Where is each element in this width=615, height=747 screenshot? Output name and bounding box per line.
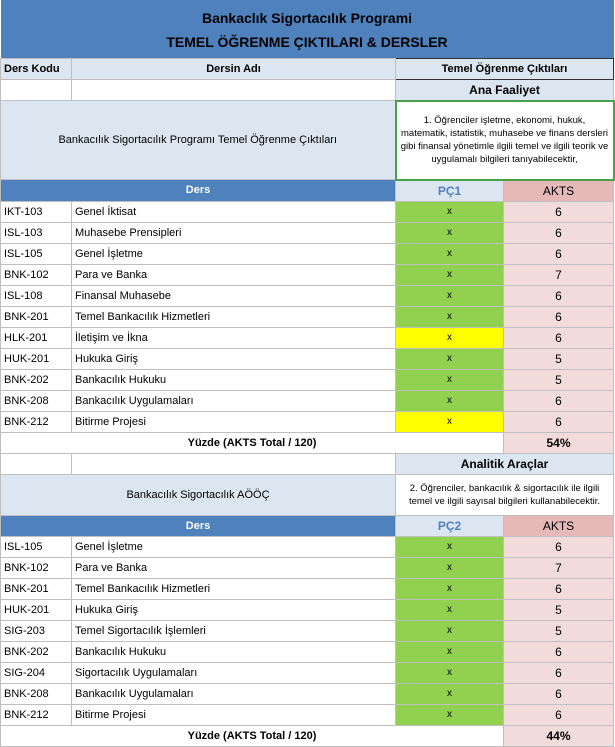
program-title: Bankaclık Sigortacılık Programi [1, 0, 614, 26]
section2-pc-label: PÇ2 [396, 515, 504, 536]
outcome-mark: x [396, 390, 504, 411]
akts-value: 6 [504, 306, 614, 327]
empty-cell [72, 80, 396, 101]
section1-description-row [1, 101, 614, 180]
section2-total-value: 44% [504, 725, 614, 746]
outcome-mark: x [396, 369, 504, 390]
akts-value: 5 [504, 620, 614, 641]
course-name: Temel Bankacılık Hizmetleri [72, 578, 396, 599]
course-name: Hukuka Giriş [72, 348, 396, 369]
section2-rows [1, 536, 614, 725]
section1-total-value: 54% [504, 432, 614, 453]
course-name: Genel İşletme [72, 536, 396, 557]
table-row [1, 578, 614, 599]
course-name: Hukuka Giriş [72, 599, 396, 620]
course-name: Temel Bankacılık Hizmetleri [72, 306, 396, 327]
table-row [1, 411, 614, 432]
akts-value: 7 [504, 264, 614, 285]
section2-category: Analitik Araçlar [396, 453, 614, 474]
table-row [1, 222, 614, 243]
table-row [1, 683, 614, 704]
course-code: SIG-204 [1, 662, 72, 683]
section1-category: Ana Faaliyet [396, 80, 614, 101]
akts-value: 6 [504, 222, 614, 243]
course-name: Bitirme Projesi [72, 704, 396, 725]
section2-description-row [1, 474, 614, 515]
course-name: Finansal Muhasebe [72, 285, 396, 306]
outcome-mark: x [396, 285, 504, 306]
table-row [1, 599, 614, 620]
outcome-mark: x [396, 201, 504, 222]
outcome-mark: x [396, 327, 504, 348]
empty-cell [1, 453, 72, 474]
outcome-mark: x [396, 557, 504, 578]
course-name: Temel Sigortacılık İşlemleri [72, 620, 396, 641]
table-row [1, 390, 614, 411]
course-name: Sigortacılık Uygulamaları [72, 662, 396, 683]
table-row [1, 285, 614, 306]
table-row [1, 327, 614, 348]
empty-cell [1, 80, 72, 101]
akts-value: 5 [504, 348, 614, 369]
section2-akts-label: AKTS [504, 515, 614, 536]
course-name: Muhasebe Prensipleri [72, 222, 396, 243]
course-code: BNK-202 [1, 641, 72, 662]
section1-akts-label: AKTS [504, 180, 614, 202]
title-row-2 [1, 26, 614, 59]
table-row [1, 264, 614, 285]
section1-outcome-text: 1. Öğrenciler işletme, ekonomi, hukuk, matematik, istatistik, muhasebe ve finans dersleri gibi finansal yönetimle ilgili temel ve ilgili teorik ve uygulamalı bilgileri tanıyabilecektir, [396, 101, 614, 180]
course-code: BNK-102 [1, 557, 72, 578]
akts-value: 7 [504, 557, 614, 578]
akts-value: 5 [504, 599, 614, 620]
course-code: BNK-202 [1, 369, 72, 390]
outcome-mark: x [396, 536, 504, 557]
course-code: IKT-103 [1, 201, 72, 222]
course-code: BNK-102 [1, 264, 72, 285]
akts-value: 6 [504, 327, 614, 348]
column-header-row [1, 59, 614, 80]
akts-value: 6 [504, 243, 614, 264]
table-row [1, 348, 614, 369]
table-row [1, 557, 614, 578]
course-code: HLK-201 [1, 327, 72, 348]
table-row [1, 704, 614, 725]
course-code: HUK-201 [1, 348, 72, 369]
section2-ders-label: Ders [1, 515, 396, 536]
course-name: Para ve Banka [72, 264, 396, 285]
table-row [1, 662, 614, 683]
course-code: HUK-201 [1, 599, 72, 620]
course-code: BNK-201 [1, 578, 72, 599]
table-row [1, 536, 614, 557]
outcome-mark: x [396, 599, 504, 620]
akts-value: 6 [504, 201, 614, 222]
course-code: BNK-212 [1, 411, 72, 432]
course-code: SIG-203 [1, 620, 72, 641]
section1-pc-label: PÇ1 [396, 180, 504, 202]
outcome-mark: x [396, 222, 504, 243]
course-name: İletişim ve İkna [72, 327, 396, 348]
course-code: BNK-208 [1, 683, 72, 704]
course-code: BNK-201 [1, 306, 72, 327]
section1-total-label: Yüzde (AKTS Total / 120) [1, 432, 504, 453]
table-row [1, 201, 614, 222]
akts-value: 6 [504, 683, 614, 704]
akts-value: 6 [504, 390, 614, 411]
outcome-mark: x [396, 641, 504, 662]
section2-program-label: Bankacılık Sigortacılık AÖÖÇ [1, 474, 396, 515]
course-name: Para ve Banka [72, 557, 396, 578]
akts-value: 6 [504, 662, 614, 683]
outcome-mark: x [396, 683, 504, 704]
course-name: Bitirme Projesi [72, 411, 396, 432]
table-row [1, 243, 614, 264]
course-name: Bankacılık Uygulamaları [72, 683, 396, 704]
outcome-mark: x [396, 620, 504, 641]
section1-total-row [1, 432, 614, 453]
course-name: Bankacılık Hukuku [72, 641, 396, 662]
akts-value: 6 [504, 285, 614, 306]
col-header-name: Dersin Adı [72, 59, 396, 80]
table-row [1, 620, 614, 641]
outcome-mark: x [396, 264, 504, 285]
table-row [1, 641, 614, 662]
course-code: ISL-103 [1, 222, 72, 243]
outcome-mark: x [396, 243, 504, 264]
table-row [1, 306, 614, 327]
outcome-mark: x [396, 306, 504, 327]
title-row-1 [1, 0, 614, 26]
course-name: Bankacılık Hukuku [72, 369, 396, 390]
empty-cell [72, 453, 396, 474]
section1-head-row [1, 180, 614, 202]
course-name: Genel İşletme [72, 243, 396, 264]
section1-program-label: Bankacılık Sigortacılık Programı Temel Öğrenme Çıktıları [1, 101, 396, 180]
outcome-mark: x [396, 348, 504, 369]
course-name: Genel İktisat [72, 201, 396, 222]
section2-category-row [1, 453, 614, 474]
akts-value: 6 [504, 411, 614, 432]
col-header-outcomes: Temel Öğrenme Çıktıları [396, 59, 614, 80]
outcome-mark: x [396, 578, 504, 599]
section2-head-row [1, 515, 614, 536]
akts-value: 6 [504, 536, 614, 557]
section1-rows [1, 201, 614, 432]
section1-ders-label: Ders [1, 180, 396, 202]
akts-value: 6 [504, 578, 614, 599]
section2-outcome-text: 2. Öğrenciler, bankacılık & sigortacılık ile ilgili temel ve ilgili sayısal bilgileri kullanabilecektir. [396, 474, 614, 515]
course-code: ISL-105 [1, 243, 72, 264]
course-code: ISL-105 [1, 536, 72, 557]
outcome-mark: x [396, 411, 504, 432]
akts-value: 5 [504, 369, 614, 390]
section2-total-label: Yüzde (AKTS Total / 120) [1, 725, 504, 746]
outcome-mark: x [396, 662, 504, 683]
section1-category-row [1, 80, 614, 101]
course-name: Bankacılık Uygulamaları [72, 390, 396, 411]
akts-value: 6 [504, 704, 614, 725]
sheet-subtitle: TEMEL ÖĞRENME ÇIKTILARI & DERSLER [1, 26, 614, 59]
course-code: ISL-108 [1, 285, 72, 306]
course-code: BNK-212 [1, 704, 72, 725]
outcome-mark: x [396, 704, 504, 725]
akts-value: 6 [504, 641, 614, 662]
table-row [1, 369, 614, 390]
course-code: BNK-208 [1, 390, 72, 411]
col-header-code: Ders Kodu [1, 59, 72, 80]
